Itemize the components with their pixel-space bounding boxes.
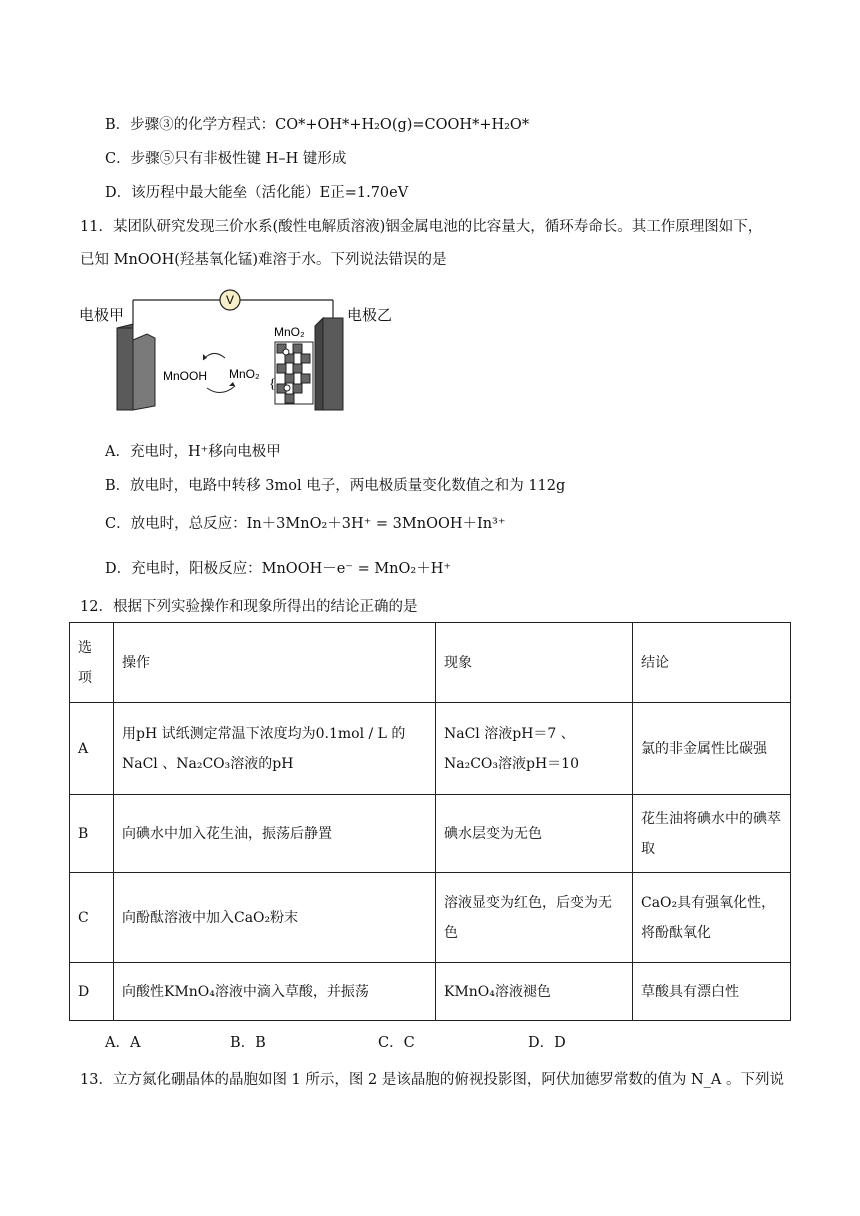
row-option: B (70, 795, 114, 873)
row-option: C (70, 873, 114, 963)
top-species-label: MnO₂ (274, 325, 305, 339)
row-operation: 用pH 试纸测定常温下浓度均为0.1mol / L 的NaCl 、Na₂CO₃溶液的pH (114, 703, 436, 795)
arrow-bottom-icon (207, 386, 235, 393)
choice-a: A．A (105, 1035, 141, 1051)
q11-option-c: C．放电时，总反应：In＋3MnO₂＋3H⁺ = 3MnOOH＋In³⁺ (105, 516, 506, 532)
q11-option-b: B．放电时，电路中转移 3mol 电子，两电极质量变化数值之和为 112g (105, 478, 566, 494)
row-phenomenon: 碘水层变为无色 (436, 795, 633, 873)
mno2-lattice (275, 342, 313, 404)
row-phenomenon: KMnO₄溶液褪色 (436, 963, 633, 1021)
experiment-table (69, 622, 791, 1021)
q12-stem: 12．根据下列实验操作和现象所得出的结论正确的是 (80, 599, 418, 615)
right-electrode (323, 318, 343, 410)
row-option: A (70, 703, 114, 795)
row-operation: 向酚酞溶液中加入CaO₂粉末 (114, 873, 436, 963)
battery-diagram (75, 288, 415, 420)
q10-option-c: C．步骤⑤只有非极性键 H–H 键形成 (105, 151, 347, 167)
header-conclusion: 结论 (633, 623, 791, 703)
table-row (70, 873, 791, 963)
choice-d: D．D (528, 1035, 566, 1051)
left-electrode-label: 电极甲 (79, 307, 125, 324)
right-electrode-label: 电极乙 (347, 307, 393, 324)
table-row (70, 703, 791, 795)
row-operation: 向酸性KMnO₄溶液中滴入草酸，并振荡 (114, 963, 436, 1021)
q11-option-d: D．充电时，阳极反应：MnOOH－e⁻ = MnO₂＋H⁺ (105, 561, 452, 577)
row-option: D (70, 963, 114, 1021)
right-species-label: MnO₂ (229, 367, 260, 381)
left-electrode (117, 328, 133, 410)
row-phenomenon: NaCl 溶液pH＝7 、Na₂CO₃溶液pH＝10 (436, 703, 633, 795)
q11-option-a: A．充电时，H⁺移向电极甲 (105, 444, 281, 460)
left-species-label: MnOOH (163, 369, 208, 383)
q12-choices (105, 1031, 566, 1052)
q10-option-b: B．步骤③的化学方程式：CO*+OH*+H₂O(g)=COOH*+H₂O* (105, 117, 530, 133)
row-conclusion: CaO₂具有强氧化性，将酚酞氧化 (633, 873, 791, 963)
table-row (70, 795, 791, 873)
arrow-top-icon (203, 353, 225, 360)
row-conclusion: 氯的非金属性比碳强 (633, 703, 791, 795)
q11-stem-line1: 11．某团队研究发现三价水系(酸性电解质溶液)铟金属电池的比容量大，循环寿命长。其工作原理图如下， (80, 219, 763, 235)
header-option: 选项 (70, 623, 114, 703)
row-conclusion: 草酸具有漂白性 (633, 963, 791, 1021)
voltmeter-label: V (226, 293, 235, 307)
row-operation: 向碘水中加入花生油，振荡后静置 (114, 795, 436, 873)
header-operation: 操作 (114, 623, 436, 703)
header-phenomenon: 现象 (436, 623, 633, 703)
table-row (70, 963, 791, 1021)
choice-c: C．C (378, 1035, 415, 1051)
row-phenomenon: 溶液显变为红色，后变为无色 (436, 873, 633, 963)
choice-b: B．B (230, 1035, 266, 1051)
row-conclusion: 花生油将碘水中的碘萃取 (633, 795, 791, 873)
q13-stem: 13．立方氮化硼晶体的晶胞如图 1 所示，图 2 是该晶胞的俯视投影图，阿伏加德罗常数的值为 N_A 。下列说 (80, 1072, 784, 1088)
q11-stem-line2: 已知 MnOOH(羟基氧化锰)难溶于水。下列说法错误的是 (80, 252, 447, 268)
table-header-row (70, 623, 791, 703)
q10-option-d: D．该历程中最大能垒（活化能）E正=1.70eV (105, 185, 409, 201)
left-electrode-side (133, 334, 155, 410)
svg-text:{: { (269, 377, 276, 392)
